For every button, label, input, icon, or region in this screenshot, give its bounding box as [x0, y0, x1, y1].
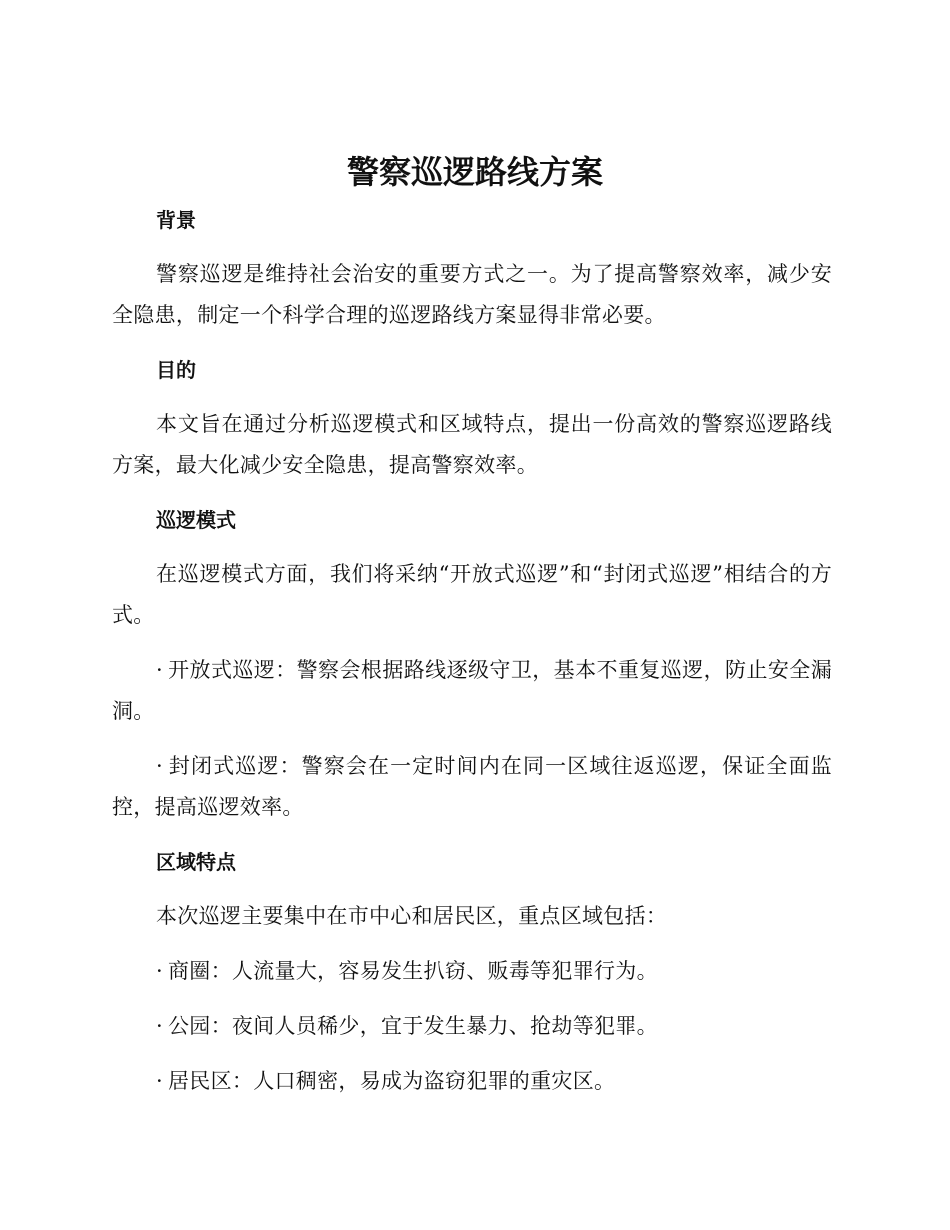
list-item-text: 封闭式巡逻：警察会在一定时间内在同一区域往返巡逻，保证全面监控，提高巡逻效率。	[112, 754, 832, 819]
list-item-text: 开放式巡逻：警察会根据路线逐级守卫，基本不重复巡逻，防止安全漏洞。	[112, 658, 832, 723]
bullet-icon: ·	[156, 658, 163, 682]
list-item-text: 居民区：人口稠密，易成为盗窃犯罪的重灾区。	[168, 1069, 616, 1093]
patrol-mode-paragraph: 在巡逻模式方面，我们将采纳“开放式巡逻”和“封闭式巡逻”相结合的方式。	[112, 562, 832, 627]
bullet-icon: ·	[156, 959, 163, 983]
section-heading-area-features: 区域特点	[156, 850, 236, 874]
list-item	[112, 746, 832, 828]
list-item-text: 公园：夜间人员稀少，宜于发生暴力、抢劫等犯罪。	[168, 1014, 658, 1038]
list-item	[112, 1006, 832, 1047]
section-heading-patrol-mode: 巡逻模式	[156, 508, 236, 532]
list-item	[112, 650, 832, 732]
list-item-text: 商圈：人流量大，容易发生扒窃、贩毒等犯罪行为。	[168, 959, 658, 983]
section-heading-purpose: 目的	[156, 358, 196, 382]
section-heading-background: 背景	[156, 208, 196, 232]
list-item	[112, 1061, 832, 1102]
bullet-icon: ·	[156, 754, 163, 778]
area-features-paragraph: 本次巡逻主要集中在市中心和居民区，重点区域包括：	[156, 904, 668, 928]
document-body	[112, 200, 832, 1116]
background-paragraph: 警察巡逻是维持社会治安的重要方式之一。为了提高警察效率，减少安全隐患，制定一个科学合理的巡逻路线方案显得非常必要。	[112, 262, 832, 327]
list-item	[112, 951, 832, 992]
bullet-icon: ·	[156, 1069, 163, 1093]
purpose-paragraph: 本文旨在通过分析巡逻模式和区域特点，提出一份高效的警察巡逻路线方案，最大化减少安全隐患，提高警察效率。	[112, 412, 832, 477]
bullet-icon: ·	[156, 1014, 163, 1038]
document-title: 警察巡逻路线方案	[346, 153, 603, 191]
